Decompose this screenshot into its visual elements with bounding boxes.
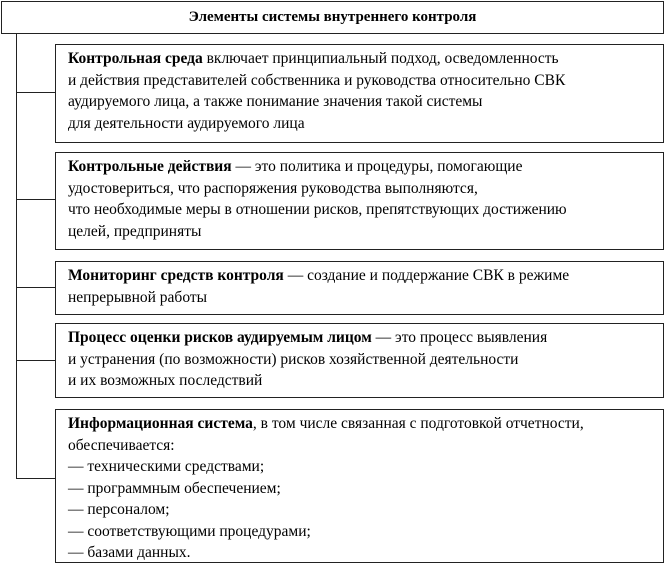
connector-branch-risk-assessment xyxy=(16,360,55,361)
element-text-line: аудируемого лица, а также понимание значения такой системы xyxy=(68,93,483,110)
connector-branch-monitoring xyxy=(16,287,55,288)
element-text: включает принципиальный подход, осведомленность xyxy=(202,50,559,67)
element-text-line xyxy=(68,265,657,287)
element-term: Мониторинг средств контроля xyxy=(68,267,284,284)
connector-branch-control-environment xyxy=(16,92,55,93)
list-item: — соответствующими процедурами; xyxy=(68,522,311,540)
element-text-line xyxy=(68,48,657,70)
connector-branch-control-activities xyxy=(16,199,55,200)
connector-trunk xyxy=(16,34,17,478)
element-text-line: и их возможных последствий xyxy=(68,372,263,389)
element-text-line: обеспечивается: xyxy=(68,436,175,454)
element-text: — это процесс выявления xyxy=(371,329,548,346)
element-text-line: что необходимые меры в отношении рисков, препятствующих достижению xyxy=(68,201,567,218)
element-box-risk-assessment xyxy=(55,323,664,398)
element-term: Контрольные действия xyxy=(68,158,232,175)
element-text-line xyxy=(68,156,657,178)
element-text: — это политика и процедуры, помогающие xyxy=(231,158,523,175)
element-box-control-activities xyxy=(55,152,664,250)
element-term: Информационная система xyxy=(68,415,253,432)
element-text: , в том числе связанная с подготовкой отчетности, xyxy=(252,415,584,432)
element-term: Контрольная среда xyxy=(68,50,203,67)
list-item: — техническими средствами; xyxy=(68,458,265,475)
diagram-title: Элементы системы внутреннего контроля xyxy=(188,9,477,25)
element-text: — создание и поддержание СВК в режиме xyxy=(283,267,570,284)
element-text-line: непрерывной работы xyxy=(68,288,208,306)
diagram-title-box xyxy=(1,1,664,34)
list-item: — базами данных. xyxy=(68,544,191,561)
element-text-line xyxy=(68,413,657,435)
element-text-line: для деятельности аудируемого лица xyxy=(68,114,305,132)
element-text-line xyxy=(68,327,657,349)
element-term: Процесс оценки рисков аудируемым лицом xyxy=(68,329,372,346)
element-text-line: и устранения (по возможности) рисков хозяйственной деятельности xyxy=(68,350,519,368)
list-item: — персоналом; xyxy=(68,501,170,518)
element-box-control-environment xyxy=(55,44,664,143)
element-box-monitoring xyxy=(55,261,664,315)
list-item: — программным обеспечением; xyxy=(68,479,281,497)
connector-branch-information-system xyxy=(16,478,55,479)
element-text-line: удостовериться, что распоряжения руководства выполняются, xyxy=(68,179,478,197)
element-text-line: и действия представителей собственника и руководства относительно СВК xyxy=(68,71,566,89)
element-text-line: целей, предприняты xyxy=(68,222,202,240)
element-box-information-system xyxy=(55,409,664,563)
